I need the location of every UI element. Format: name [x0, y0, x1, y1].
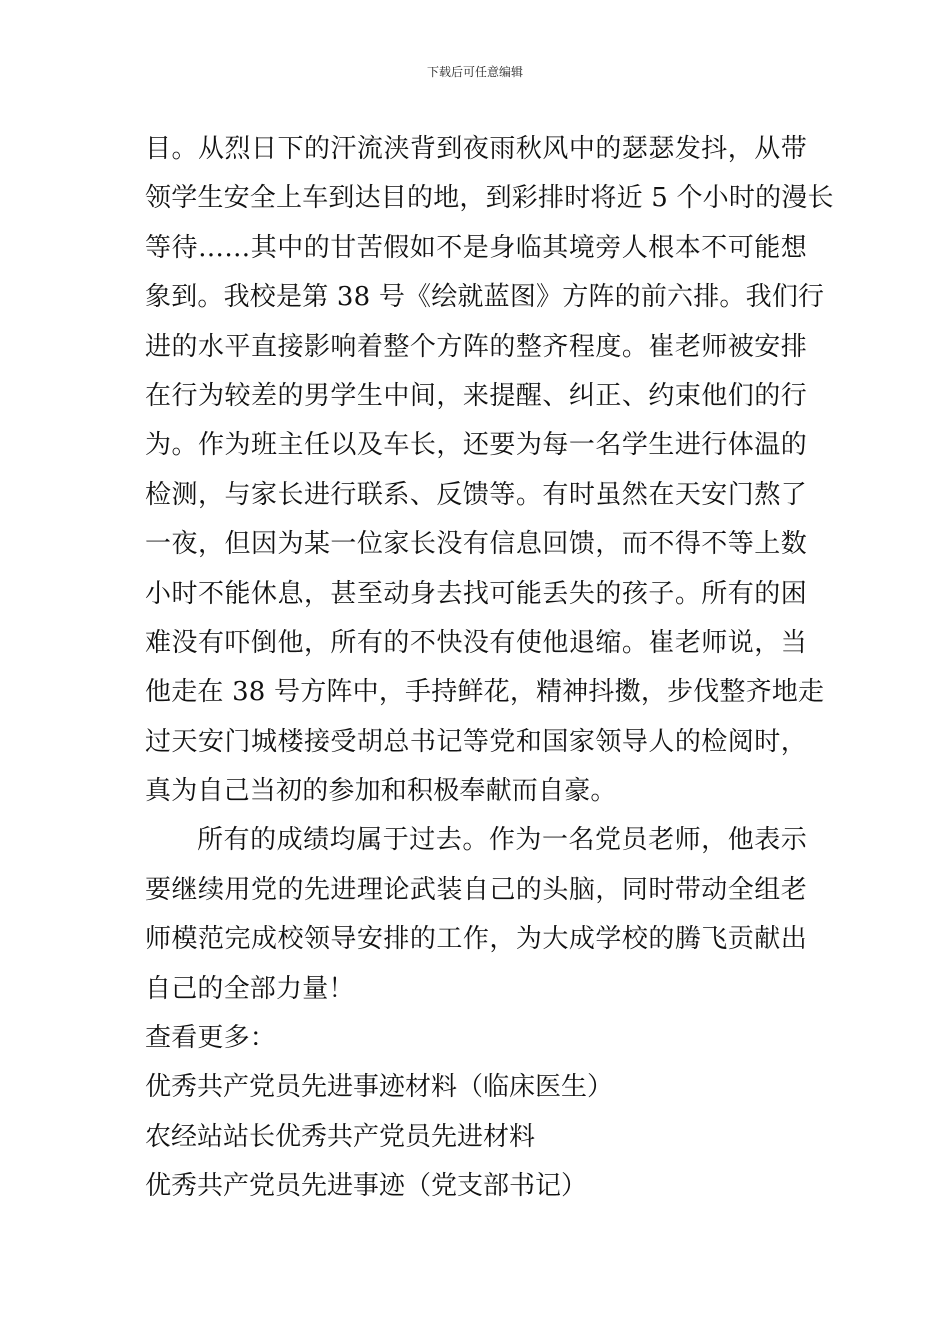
- see-more-section: [145, 1014, 807, 1212]
- paragraph-conclusion: [145, 816, 807, 1014]
- text-line: 在行为较差的男学生中间，来提醒、纠正、约束他们的行: [145, 380, 807, 411]
- text-line: 检测，与家长进行联系、反馈等。有时虽然在天安门熬了: [145, 479, 807, 510]
- document-body: [145, 125, 834, 1212]
- page-header: 下载后可任意编辑: [426, 65, 523, 79]
- text-line: 等待……其中的甘苦假如不是身临其境旁人根本不可能想: [145, 232, 807, 263]
- text-line: 目。从烈日下的汗流浃背到夜雨秋风中的瑟瑟发抖，从带: [145, 134, 807, 164]
- see-more-label: 查看更多：: [145, 1023, 277, 1054]
- text-line: 小时不能休息，甚至动身去找可能丢失的孩子。所有的困: [145, 578, 807, 609]
- see-more-link[interactable]: 农经站站长优秀共产党员先进材料: [145, 1121, 536, 1152]
- text-line: 真为自己当初的参加和积极奉献而自豪。: [145, 776, 617, 807]
- text-line: 要继续用党的先进理论武装自己的头脑，同时带动全组老: [145, 874, 807, 905]
- text-line: 领学生安全上车到达目的地，到彩排时将近 5 个小时的漫长: [145, 183, 834, 214]
- text-line: 进的水平直接影响着整个方阵的整齐程度。崔老师被安排: [145, 331, 807, 362]
- text-line: 师模范完成校领导安排的工作，为大成学校的腾飞贡献出: [145, 924, 807, 955]
- text-line: 象到。我校是第 38 号《绘就蓝图》方阵的前六排。我们行: [145, 282, 825, 313]
- text-line: 自己的全部力量！: [145, 973, 355, 1004]
- text-line: 他走在 38 号方阵中，手持鲜花，精神抖擞，步伐整齐地走: [145, 677, 825, 708]
- text-line: 所有的成绩均属于过去。作为一名党员老师，他表示: [197, 825, 807, 856]
- text-line: 为。作为班主任以及车长，还要为每一名学生进行体温的: [145, 430, 807, 461]
- see-more-link[interactable]: 优秀共产党员先进事迹（党支部书记）: [145, 1171, 588, 1202]
- text-line: 难没有吓倒他，所有的不快没有使他退缩。崔老师说，当: [145, 627, 807, 658]
- paragraph-achievements: [145, 125, 834, 816]
- see-more-link[interactable]: 优秀共产党员先进事迹材料（临床医生）: [145, 1072, 614, 1103]
- text-line: 一夜，但因为某一位家长没有信息回馈，而不得不等上数: [145, 529, 807, 560]
- text-line: 过天安门城楼接受胡总书记等党和国家领导人的检阅时，: [145, 726, 807, 757]
